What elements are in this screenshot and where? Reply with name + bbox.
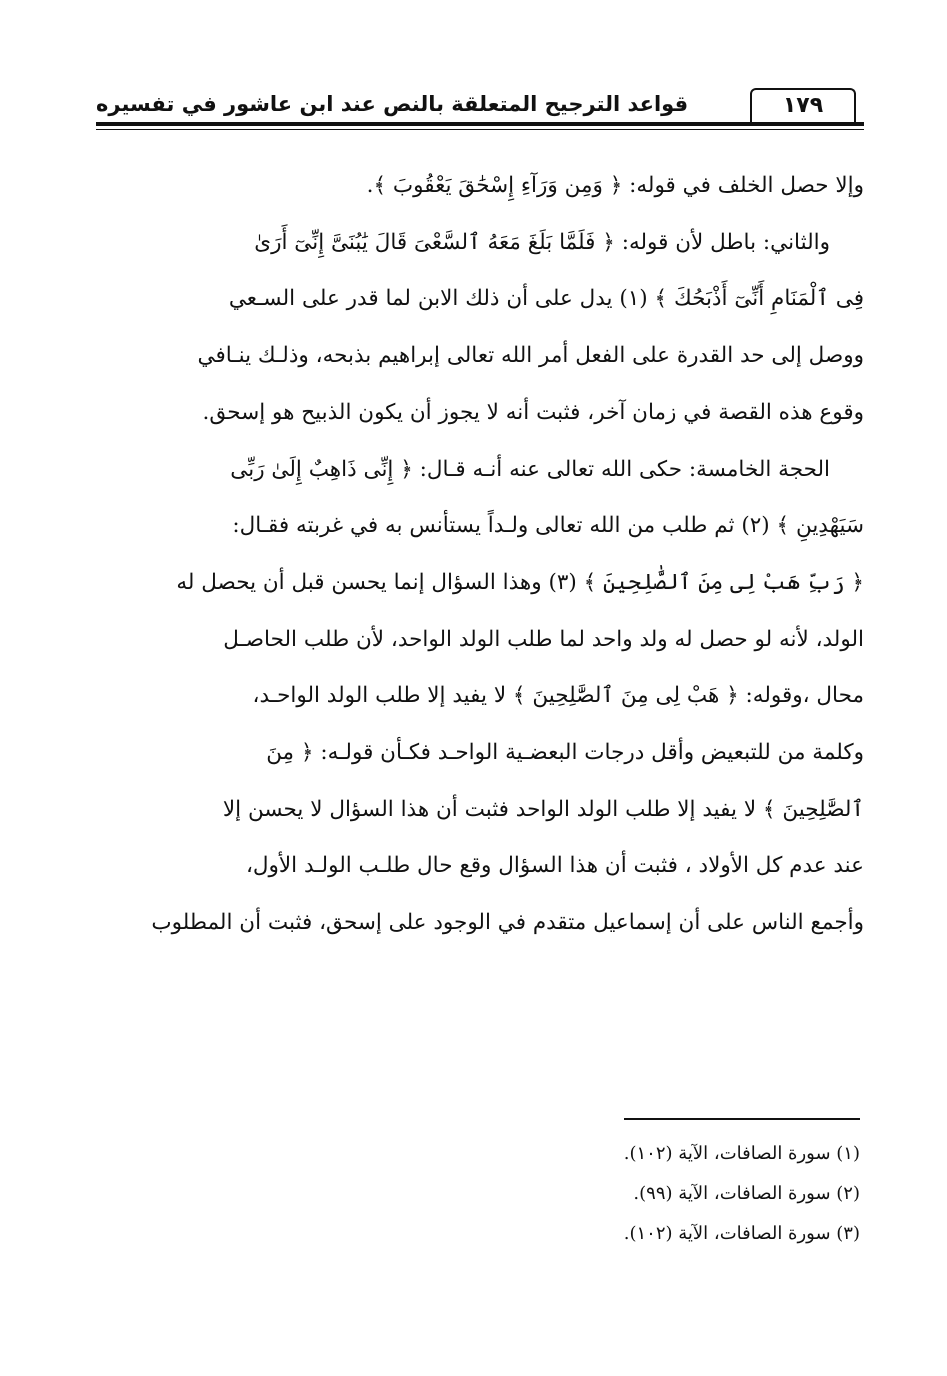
footnote-separator: [624, 1118, 860, 1120]
body-line: محال ،وقوله: ﴿ هَبْ لِى مِنَ ٱلصَّٰلِحِينَ ﴾ لا يفيد إلا طلب الولد الواحـد،: [252, 683, 864, 709]
body-line: ووصل إلى حد القدرة على الفعل أمر الله تعالى إبراهيم بذبحه، وذلـك ينـافي: [197, 343, 864, 369]
body-line: ٱلصَّٰلِحِينَ ﴾ لا يفيد إلا طلب الولد الواحد فثبت أن هذا السؤال لا يحسن إلا: [222, 796, 864, 822]
body-text: [98, 158, 864, 952]
body-line: وقوع هذه القصة في زمان آخر، فثبت أنه لا يجوز أن يكون الذبيح هو إسحق.: [202, 399, 864, 425]
page-number: ١٧٩: [750, 88, 856, 122]
header-rule-thin: [96, 129, 864, 130]
body-line: ﴿ رَبِّ هَبْ لِى مِنَ ٱلصَّٰلِحِينَ ﴾ (٣) وهذا السؤال إنما يحسن قبل أن يحصل له: [176, 569, 864, 595]
body-line: والثاني: باطل لأن قوله: ﴿ فَلَمَّا بَلَغَ مَعَهُ ٱلسَّعْىَ قَالَ يَٰبُنَىَّ إِنِّىٓ أَرَىٰ: [254, 229, 830, 255]
running-header: [96, 88, 864, 138]
body-line: الولد، لأنه لو حصل له ولد واحد لما طلب الولد الواحد، لأن طلب الحاصـل: [223, 626, 864, 652]
footnote: (١) سورة الصافات، الآية (١٠٢).: [623, 1143, 860, 1164]
body-line: الحجة الخامسة: حكى الله تعالى عنه أنـه قـال: ﴿ إِنِّى ذَاهِبٌ إِلَىٰ رَبِّى: [230, 456, 830, 482]
body-line: سَيَهْدِينِ ﴾ (٢) ثم طلب من الله تعالى ولـداً يستأنس به في غربته فقـال:: [232, 513, 864, 539]
body-line: وإلا حصل الخلف في قوله: ﴿ وَمِن وَرَآءِ إِسْحَٰقَ يَعْقُوبَ ﴾.: [366, 173, 864, 198]
body-line: فِى ٱلْمَنَامِ أَنِّىٓ أَذْبَحُكَ ﴾ (١) يدل على أن ذلك الابن لما قدر على السـعي: [228, 286, 864, 312]
body-line: وأجمع الناس على أن إسماعيل متقدم في الوجود على إسحق، فثبت أن المطلوب: [151, 910, 864, 936]
footnote: (٢) سورة الصافات، الآية (٩٩).: [633, 1183, 860, 1204]
header-rule-thick: [96, 122, 864, 126]
footnotes: [500, 1134, 860, 1254]
body-line: وكلمة من للتبعيض وأقل درجات البعضـية الواحـد فكـأن قولـه: ﴿ مِنَ: [266, 740, 864, 766]
footnote: (٣) سورة الصافات، الآية (١٠٢).: [623, 1223, 860, 1244]
body-line: عند عدم كل الأولاد ، فثبت أن هذا السؤال وقع حال طلـب الولـد الأول،: [245, 853, 864, 879]
header-title: قواعد الترجيح المتعلقة بالنص عند ابن عاشور في تفسيره: [96, 92, 689, 116]
